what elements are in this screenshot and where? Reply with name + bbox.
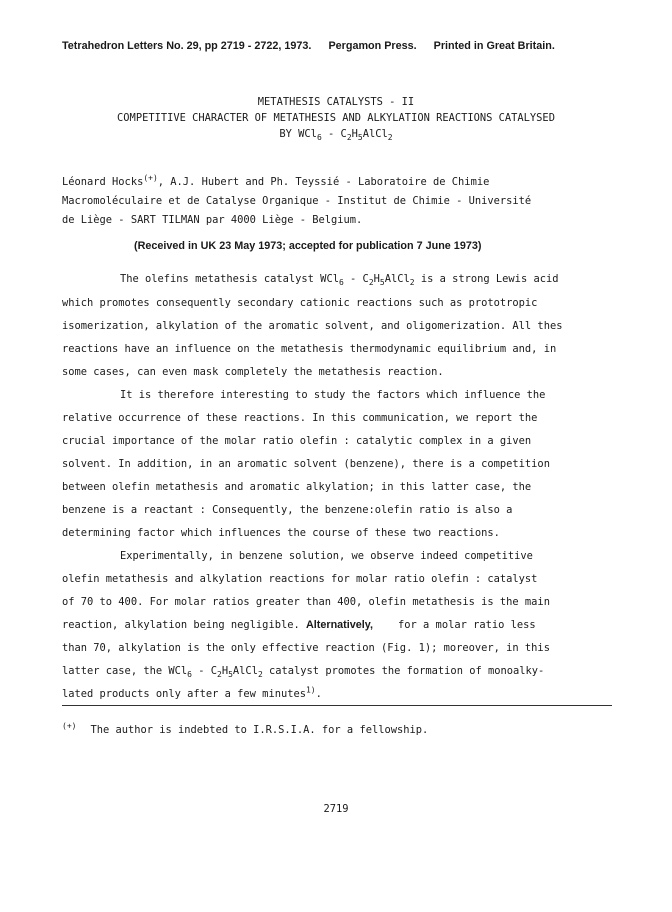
authors-line-1: Léonard Hocks(+), A.J. Hubert and Ph. Teyssié - Laboratoire de Chimie <box>62 173 490 188</box>
body-line: between olefin metathesis and aromatic alkylation; in this latter case, the <box>62 481 532 493</box>
title-line-1: METATHESIS CATALYSTS - II <box>257 96 415 108</box>
running-header <box>62 40 569 52</box>
authors-line-2: Macromoléculaire et de Catalyse Organique - Institut de Chimie - Université <box>62 195 532 207</box>
journal-citation: Tetrahedron Letters No. 29, pp 2719 - 2722, 1973. <box>62 40 312 52</box>
body-line: determining factor which influences the course of these two reactions. <box>62 527 500 539</box>
footnote-mark: (+) <box>62 721 77 731</box>
body-line: reaction, alkylation being negligible. Alternatively, for a molar ratio less <box>62 619 536 631</box>
emphasis-alternatively: Alternatively, <box>305 619 373 631</box>
body-line: which promotes consequently secondary cationic reactions such as prototropic <box>62 297 538 309</box>
printed-note: Printed in Great Britain. <box>433 40 555 52</box>
body-line: benzene is a reactant : Consequently, the benzene:olefin ratio is also a <box>62 504 513 516</box>
authors-line-3: de Liège - SART TILMAN par 4000 Liège - Belgium. <box>62 214 363 226</box>
body-line: of 70 to 400. For molar ratios greater than 400, olefin metathesis is the main <box>62 596 550 608</box>
body-line: Experimentally, in benzene solution, we observe indeed competitive <box>120 550 533 562</box>
publisher: Pergamon Press. <box>328 40 417 52</box>
body-line: than 70, alkylation is the only effective reaction (Fig. 1); moreover, in this <box>62 642 550 654</box>
body-line: reactions have an influence on the metathesis thermodynamic equilibrium and, in <box>62 343 557 355</box>
body-line: lated products only after a few minutes$^{1)}$. <box>62 685 322 700</box>
footnote: (+) The author is indebted to I.R.S.I.A. for a fellowship. <box>62 721 429 736</box>
page-number: 2719 <box>323 803 349 815</box>
body-line: isomerization, alkylation of the aromatic solvent, and oligomerization. All thes <box>62 320 563 332</box>
body-line: solvent. In addition, in an aromatic solvent (benzene), there is a competition <box>62 458 550 470</box>
body-line: latter case, the $WCl_6 - C_2H_5AlCl_2$ catalyst promotes the formation of monoalky- <box>62 665 545 680</box>
body-line: The olefins metathesis catalyst $WCl_6 - C_2H_5AlCl_2$ is a strong Lewis acid <box>120 273 559 288</box>
author-footnote-mark: (+) <box>143 173 158 183</box>
received-dates: (Received in UK 23 May 1973; accepted for publication 7 June 1973) <box>134 240 482 252</box>
title-line-2: COMPETITIVE CHARACTER OF METATHESIS AND ALKYLATION REACTIONS CATALYSED <box>117 112 555 124</box>
body-line: crucial importance of the molar ratio olefin : catalytic complex in a given <box>62 435 532 447</box>
body-line: It is therefore interesting to study the factors which influence the <box>120 389 546 401</box>
body-line: olefin metathesis and alkylation reactions for molar ratio olefin : catalyst <box>62 573 538 585</box>
body-line: some cases, can even mask completely the metathesis reaction. <box>62 366 444 378</box>
title-line-3: BY $WCl_6 - C_2H_5AlCl_2$ <box>279 128 393 143</box>
body-line: relative occurrence of these reactions. In this communication, we report the <box>62 412 538 424</box>
footnote-divider <box>62 705 612 706</box>
reference-mark: 1) <box>305 685 316 695</box>
